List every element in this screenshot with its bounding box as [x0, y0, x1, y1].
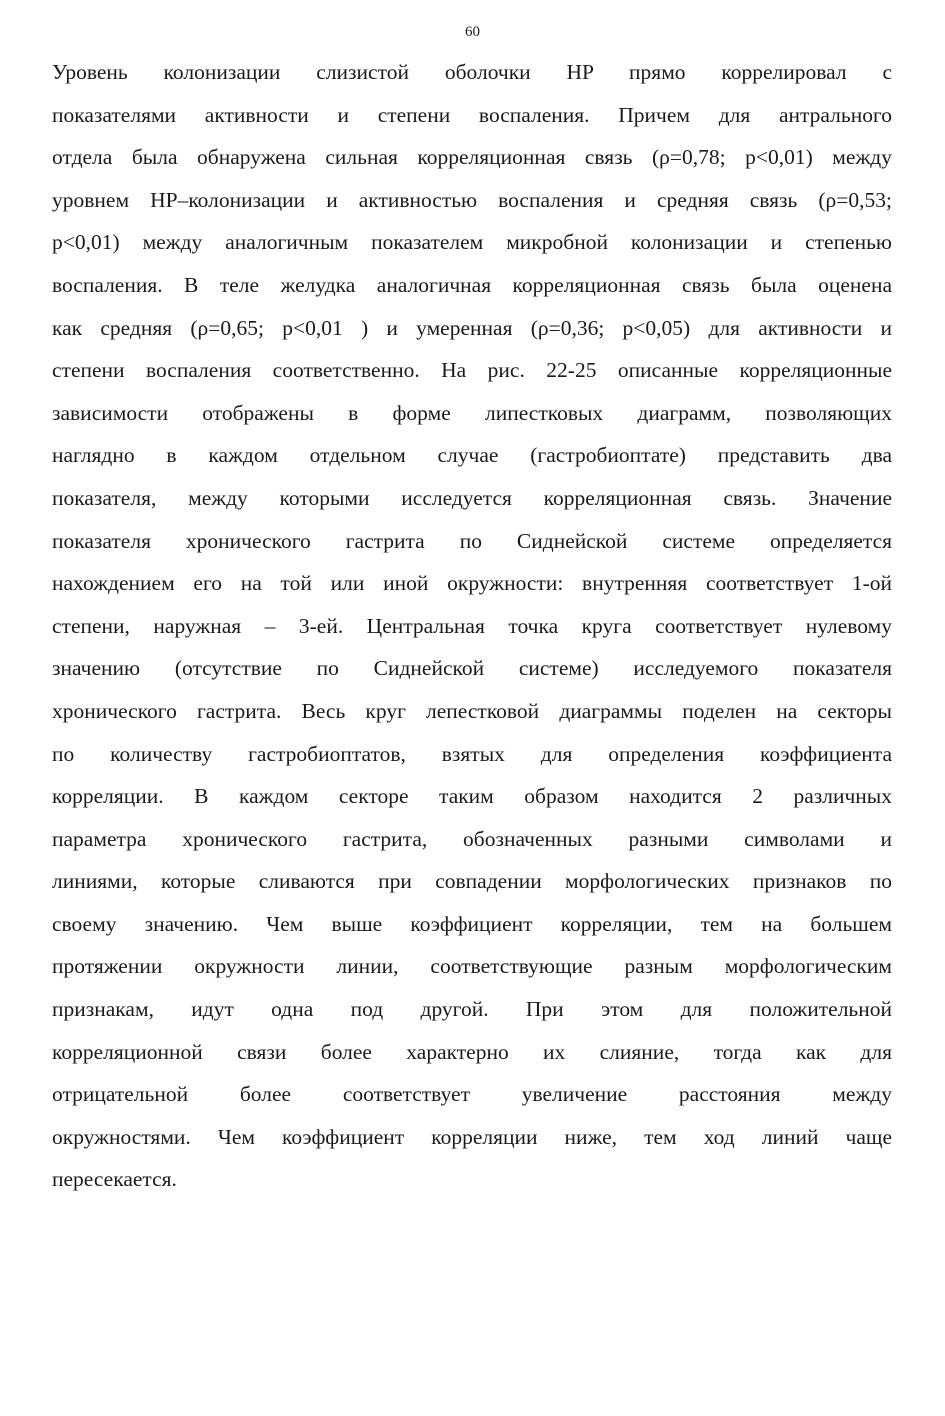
- text-line: Уровень колонизации слизистой оболочки HP прямо коррелировал с: [52, 60, 892, 84]
- text-line: хронического гастрита. Весь круг лепестковой диаграммы поделен на секторы: [52, 698, 892, 723]
- text-line: показателя, между которыми исследуется корреляционная связь. Значение: [52, 485, 892, 510]
- text-line: наглядно в каждом отдельном случае (гастробиоптате) представить два: [52, 443, 892, 468]
- text-line: показателями активности и степени воспаления. Причем для антрального: [52, 102, 892, 127]
- body-paragraph: [52, 51, 892, 1201]
- text-line: линиями, которые сливаются при совпадении морфологических признаков по: [52, 869, 892, 894]
- text-line: по количеству гастробиоптатов, взятых для определения коэффициента: [52, 741, 892, 766]
- text-line-last: пересекается.: [52, 1167, 177, 1192]
- text-line: степени воспаления соответственно. На рис. 22-25 описанные корреляционные: [52, 358, 892, 383]
- text-line: корреляции. В каждом секторе таким образом находится 2 различных: [52, 784, 892, 809]
- text-line: нахождением его на той или иной окружности: внутренняя соответствует 1-ой: [52, 571, 892, 596]
- text-line: отрицательной более соответствует увеличение расстояния между: [52, 1082, 892, 1107]
- text-line: параметра хронического гастрита, обозначенных разными символами и: [52, 826, 892, 851]
- text-line: протяжении окружности линии, соответствующие разным морфологическим: [52, 954, 892, 979]
- page-number: 60: [465, 24, 480, 40]
- text-line: p<0,01) между аналогичным показателем микробной колонизации и степенью: [52, 230, 892, 255]
- text-line: воспаления. В теле желудка аналогичная корреляционная связь была оценена: [52, 272, 892, 297]
- text-line: степени, наружная – 3-ей. Центральная точка круга соответствует нулевому: [52, 613, 892, 638]
- text-line: окружностями. Чем коэффициент корреляции ниже, тем ход линий чаще: [52, 1124, 892, 1149]
- text-line: значению (отсутствие по Сиднейской системе) исследуемого показателя: [52, 656, 892, 681]
- text-line: признакам, идут одна под другой. При этом для положительной: [52, 997, 892, 1022]
- text-line: как средняя (ρ=0,65; p<0,01 ) и умеренная (ρ=0,36; p<0,05) для активности и: [52, 315, 892, 340]
- text-line: уровнем HP–колонизации и активностью воспаления и средняя связь (ρ=0,53;: [52, 187, 892, 212]
- text-line: своему значению. Чем выше коэффициент корреляции, тем на большем: [52, 911, 892, 936]
- text-line: корреляционной связи более характерно их слияние, тогда как для: [52, 1039, 892, 1064]
- text-line: зависимости отображены в форме липестковых диаграмм, позволяющих: [52, 400, 892, 425]
- text-line: показателя хронического гастрита по Сиднейской системе определяется: [52, 528, 892, 553]
- text-line: отдела была обнаружена сильная корреляционная связь (ρ=0,78; p<0,01) между: [52, 145, 892, 170]
